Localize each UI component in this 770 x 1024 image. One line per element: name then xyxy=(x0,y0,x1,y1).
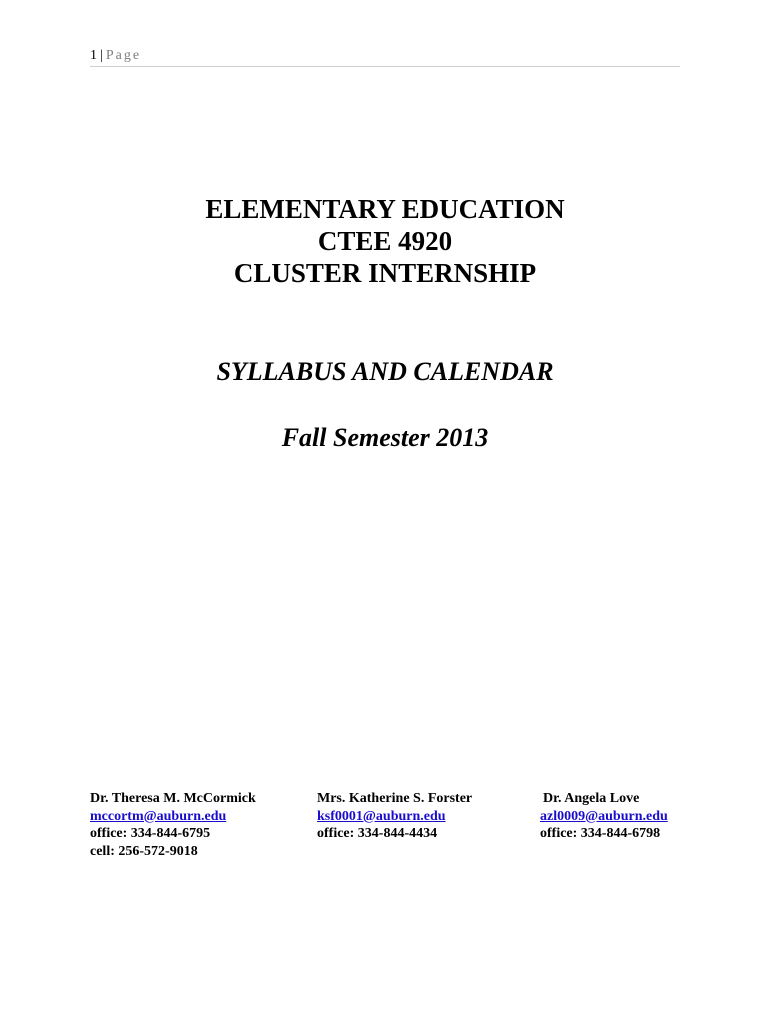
instructor-office-phone: office: 334-844-4434 xyxy=(317,826,438,841)
instructor-email-link[interactable]: azl0009@auburn.edu xyxy=(540,808,668,824)
page-header xyxy=(90,46,680,67)
instructor-cell-phone: cell: 256-572-9018 xyxy=(90,843,198,859)
title-line-department: ELEMENTARY EDUCATION xyxy=(205,194,565,224)
instructor-contacts xyxy=(0,790,770,870)
title-line-course-code: CTEE 4920 xyxy=(317,226,453,256)
instructor-name: Mrs. Katherine S. Forster xyxy=(317,791,473,806)
page-number: 1 xyxy=(90,48,97,63)
instructor-contact-forster xyxy=(317,790,472,843)
document-title xyxy=(0,193,770,289)
instructor-office-phone: office: 334-844-6798 xyxy=(540,826,661,841)
instructor-name: Dr. Theresa M. McCormick xyxy=(90,791,256,806)
instructor-email-link[interactable]: mccortm@auburn.edu xyxy=(90,808,227,824)
instructor-office-phone: office: 334-844-6795 xyxy=(90,826,211,841)
instructor-contact-love xyxy=(540,790,668,843)
page-word: Page xyxy=(105,48,142,63)
page-separator: | xyxy=(100,48,103,63)
syllabus-heading: SYLLABUS AND CALENDAR xyxy=(216,357,554,386)
instructor-name: Dr. Angela Love xyxy=(543,791,640,806)
title-line-course-name: CLUSTER INTERNSHIP xyxy=(233,258,537,288)
semester-heading: Fall Semester 2013 xyxy=(281,423,489,452)
instructor-email-link[interactable]: ksf0001@auburn.edu xyxy=(317,808,446,824)
instructor-contact-mccormick xyxy=(90,790,256,860)
